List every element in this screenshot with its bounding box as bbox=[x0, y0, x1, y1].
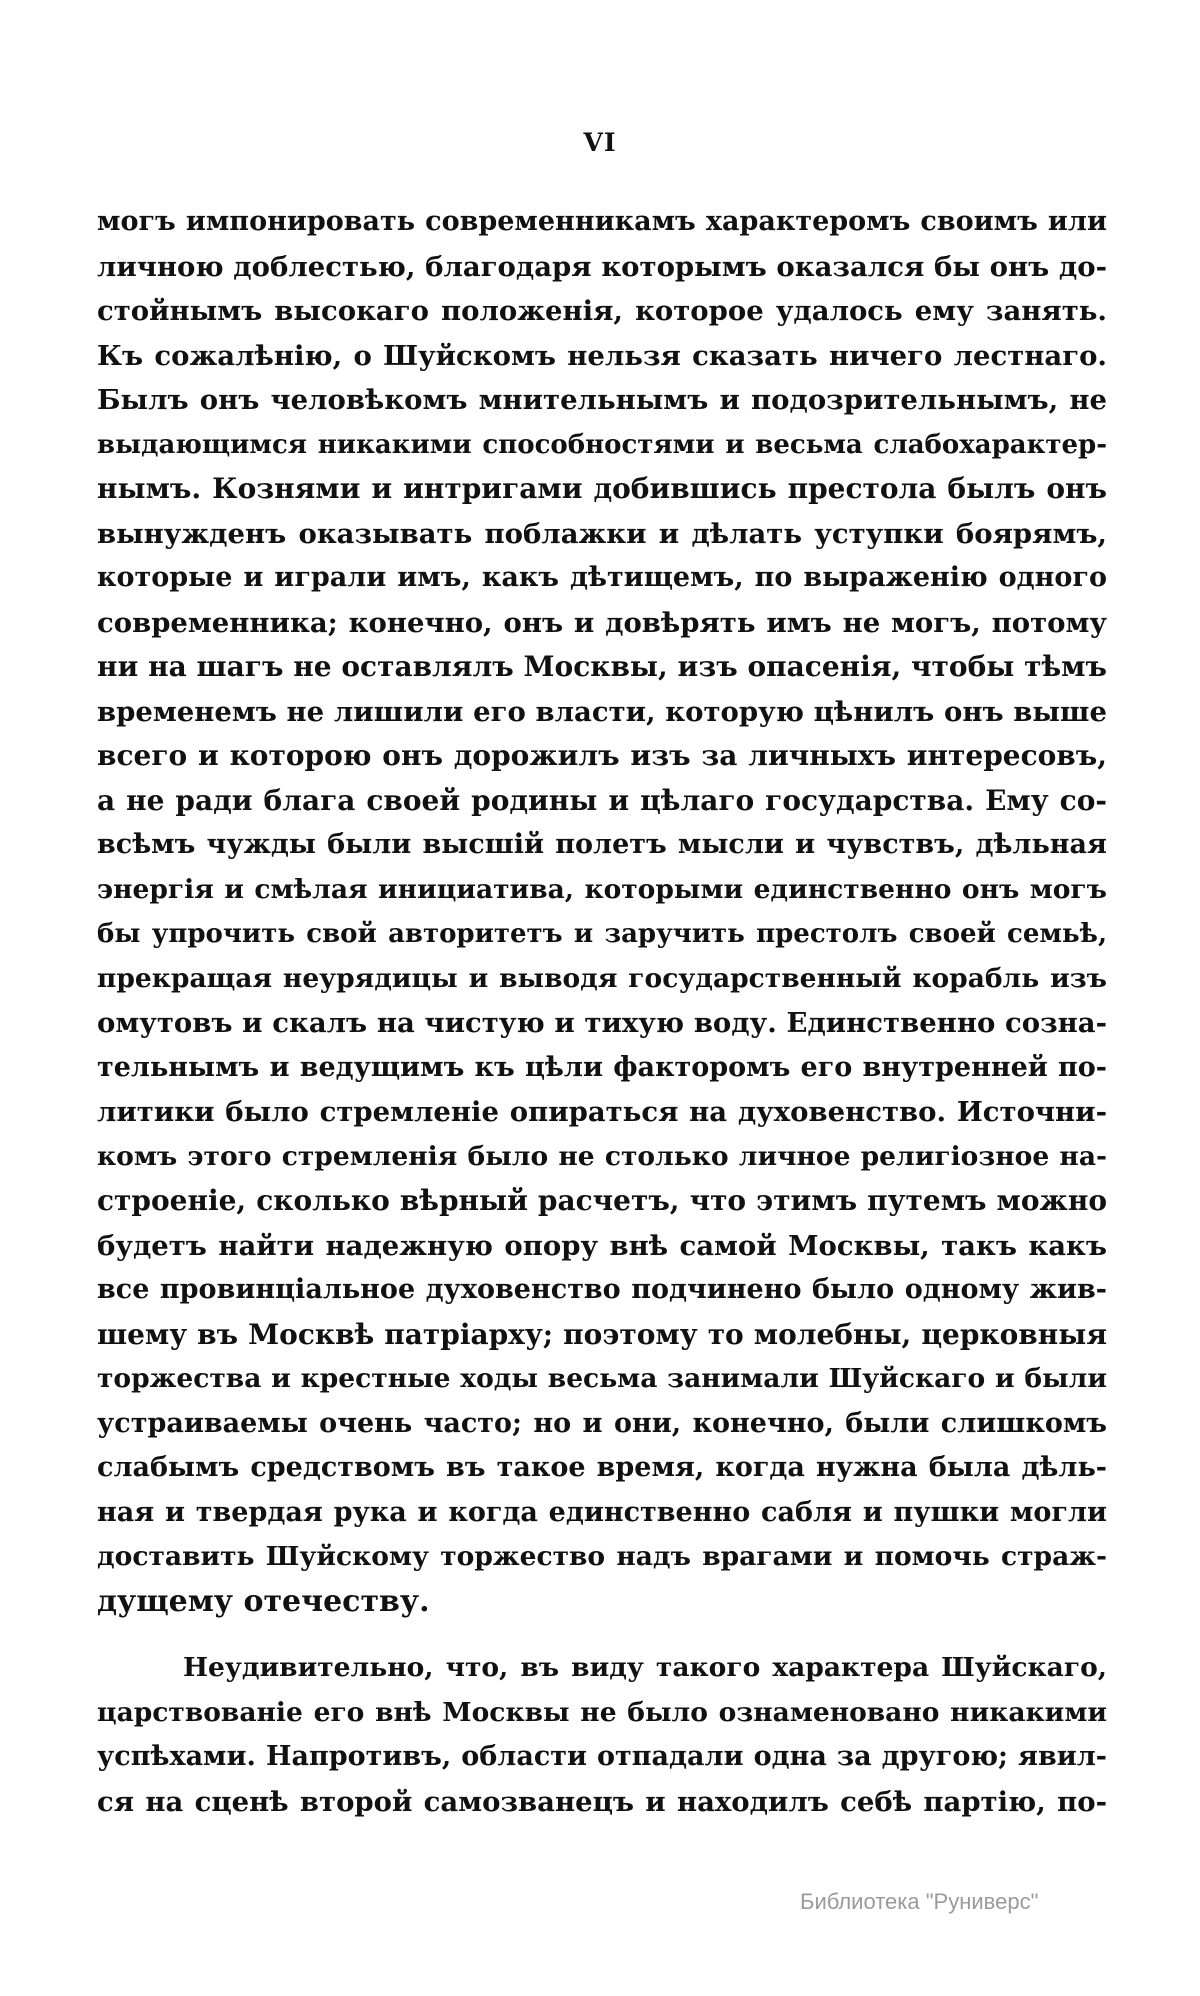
text-line: нымъ. Кознями и интригами добившись престола былъ онъ bbox=[97, 472, 1107, 505]
text-line: комъ этого стремленія было не столько личное религіозное на- bbox=[97, 1140, 1107, 1172]
text-line: Къ сожалѣнію, о Шуйскомъ нельзя сказать ничего лестнаго. bbox=[97, 339, 1107, 372]
text-line: устраиваемы очень часто; но и они, конечно, были слишкомъ bbox=[97, 1407, 1107, 1439]
text-line: Неудивительно, что, въ виду такого характера Шуйскаго, bbox=[183, 1652, 1107, 1683]
text-line: дущему отечеству. bbox=[97, 1583, 430, 1619]
text-line: слабымъ средствомъ въ такое время, когда нужна была дѣль- bbox=[97, 1452, 1107, 1483]
text-line: стойнымъ высокаго положенія, которое удалось ему занять. bbox=[97, 295, 1107, 327]
text-line: строеніе, сколько вѣрный расчетъ, что этимъ путемъ можно bbox=[97, 1184, 1107, 1217]
text-line: омутовъ и скалъ на чистую и тихую воду. Единственно созна- bbox=[97, 1007, 1107, 1039]
text-line: выдающимся никакими способностями и весьма слабохарактер- bbox=[97, 429, 1107, 460]
text-line: торжества и крестные ходы весьма занимали Шуйскаго и были bbox=[97, 1363, 1107, 1394]
text-line: а не ради блага своей родины и цѣлаго государства. Ему со- bbox=[97, 783, 1107, 817]
text-line: литики было стремленіе опираться на духовенство. Источни- bbox=[97, 1096, 1107, 1128]
text-line: личною доблестью, благодаря которымъ оказался бы онъ до- bbox=[97, 250, 1107, 283]
text-line: временемъ не лишили его власти, которую цѣнилъ онъ выше bbox=[97, 695, 1107, 728]
text-line: которые и играли имъ, какъ дѣтищемъ, по выраженію одного bbox=[97, 562, 1107, 593]
text-line: царствованіе его внѣ Москвы не было ознаменовано никакими bbox=[97, 1696, 1107, 1728]
text-line: энергія и смѣлая инициатива, которыми единственно онъ могъ bbox=[97, 873, 1107, 905]
text-line: вынужденъ оказывать поблажки и дѣлать уступки боярямъ, bbox=[97, 517, 1107, 550]
text-line: могъ импонировать современникамъ характеромъ своимъ или bbox=[97, 206, 1107, 237]
text-line: будетъ найти надежную опору внѣ самой Москвы, такъ какъ bbox=[97, 1229, 1107, 1262]
text-line: тельнымъ и ведущимъ къ цѣли факторомъ его внутренней по- bbox=[97, 1051, 1107, 1083]
text-line: доставить Шуйскому торжество надъ врагами и помочь страж- bbox=[97, 1541, 1107, 1572]
paragraph-gap bbox=[97, 1624, 1107, 1646]
paragraph bbox=[97, 200, 1107, 1624]
text-line: успѣхами. Напротивъ, области отпадали одна за другою; явил- bbox=[97, 1741, 1107, 1772]
text-line: Былъ онъ человѣкомъ мнительнымъ и подозрительнымъ, не bbox=[97, 384, 1107, 416]
body-text bbox=[97, 200, 1107, 1824]
text-line: ни на шагъ не оставлялъ Москвы, изъ опасенія, чтобы тѣмъ bbox=[97, 650, 1107, 683]
text-line: прекращая неурядицы и выводя государственный корабль изъ bbox=[97, 962, 1107, 994]
text-line: бы упрочить свой авторитетъ и заручить престолъ своей семьѣ, bbox=[97, 919, 1107, 949]
text-line: всего и которою онъ дорожилъ изъ за личныхъ интересовъ, bbox=[97, 739, 1107, 772]
library-watermark: Библиотека "Руниверс" bbox=[800, 1889, 1039, 1914]
text-line: современника; конечно, онъ и довѣрять имъ не могъ, потому bbox=[97, 606, 1107, 639]
text-line: ся на сценѣ второй самозванецъ и находилъ себѣ партію, по- bbox=[97, 1785, 1107, 1818]
text-line: всѣмъ чужды были высшій полетъ мысли и чувствъ, дѣльная bbox=[97, 829, 1107, 860]
page-number: VI bbox=[583, 128, 617, 157]
text-line: шему въ Москвѣ патріарху; поэтому то молебны, церковныя bbox=[97, 1317, 1107, 1351]
paragraph bbox=[97, 1646, 1107, 1824]
text-line: ная и твердая рука и когда единственно сабля и пушки могли bbox=[97, 1496, 1107, 1528]
text-line: все провинціальное духовенство подчинено было одному жив- bbox=[97, 1274, 1107, 1305]
